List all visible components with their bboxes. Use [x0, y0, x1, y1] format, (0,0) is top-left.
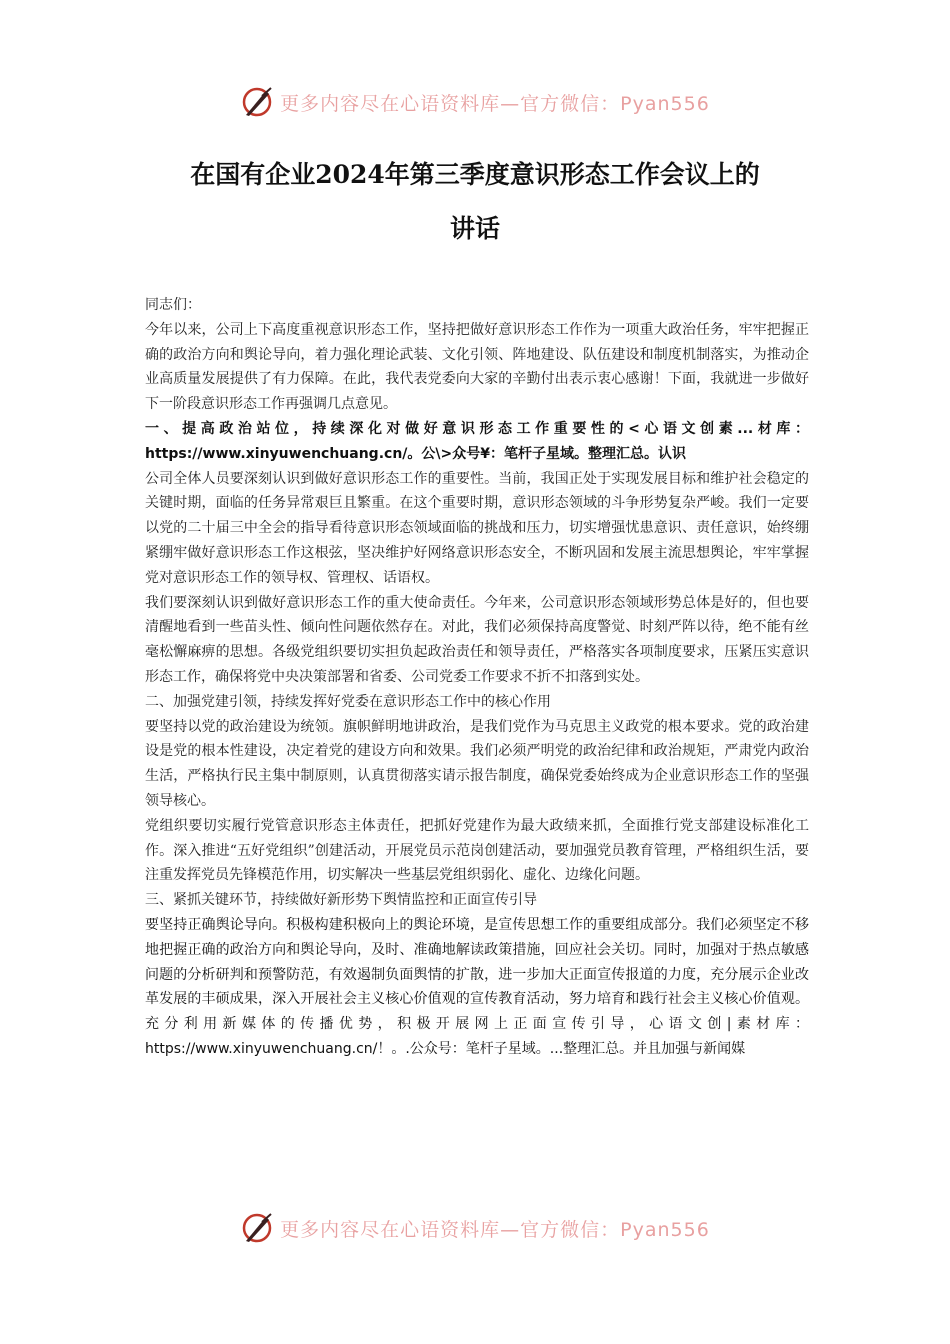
footer-banner	[0, 1208, 950, 1248]
body-paragraph: 党组织要切实履行党管意识形态主体责任，把抓好党建作为最大政绩来抓，全面推行党支部建设标准化工作。深入推进“五好党组织”创建活动，开展党员示范岗创建活动，要加强党员教育管理，严格组织生活，要注重发挥党员先锋模范作用，切实解决一些基层党组织弱化、虚化、边缘化问题。	[145, 817, 809, 884]
banner-text: 更多内容尽在心语资料库—官方微信：Pyan556	[280, 1218, 710, 1241]
banner-text: 更多内容尽在心语资料库—官方微信：Pyan556	[280, 92, 710, 115]
body-paragraph: 要坚持正确舆论导向。积极构建积极向上的舆论环境，是宣传思想工作的重要组成部分。我们必须坚定不移地把握正确的政治方向和舆论导向，及时、准确地解读政策措施，回应社会关切。同时，加强对于热点敏感问题的分析研判和预警防范，有效遏制负面舆情的扩散，进一步加大正面宣传报道的力度，充分展示企业改革发展的丰硕成果，深入开展社会主义核心价值观的宣传教育活动，努力培育和践行社会主义核心价值观。充分利用新媒体的传播优势，积极开展网上正面宣传引导，心语文创|素材库：https://www.xinyuwenchuang.cn/！。.公众号：笔杆子星域。...整理汇总。并且加强与新闻媒	[145, 916, 809, 1057]
body-paragraph: 公司全体人员要深刻认识到做好意识形态工作的重要性。当前，我国正处于实现发展目标和维护社会稳定的关键时期，面临的任务异常艰巨且繁重。在这个重要时期，意识形态领域的斗争形势复杂严峻。我们一定要以党的二十届三中全会的指导看待意识形态领域面临的挑战和压力，切实增强忧患意识、责任意识，始终绷紧绷牢做好意识形态工作这根弦，坚决维护好网络意识形态安全，不断巩固和发展主流思想舆论，牢牢掌握党对意识形态工作的领导权、管理权、话语权。	[145, 470, 809, 586]
body-paragraph: 要坚持以党的政治建设为统领。旗帜鲜明地讲政治，是我们党作为马克思主义政党的根本要求。党的政治建设是党的根本性建设，决定着党的建设方向和效果。我们必须严明党的政治纪律和政治规矩，严肃党内政治生活，严格执行民主集中制原则，认真贯彻落实请示报告制度，确保党委始终成为企业意识形态工作的坚强领导核心。	[145, 718, 809, 809]
quill-logo-icon	[240, 1211, 274, 1245]
quill-logo-icon	[240, 85, 274, 119]
salutation: 同志们：	[145, 297, 201, 313]
body-paragraph: 今年以来，公司上下高度重视意识形态工作，坚持把做好意识形态工作作为一项重大政治任务，牢牢把握正确的政治方向和舆论导向，着力强化理论武装、文化引领、阵地建设、队伍建设和制度机制落实，为推动企业高质量发展提供了有力保障。在此，我代表党委向大家的辛勤付出表示衷心感谢！下面，我就进一步做好下一阶段意识形态工作再强调几点意见。	[145, 321, 809, 413]
document-body	[145, 293, 809, 1062]
body-paragraph: 我们要深刻认识到做好意识形态工作的重大使命责任。今年来，公司意识形态领域形势总体是好的，但也要清醒地看到一些苗头性、倾向性问题依然存在。对此，我们必须保持高度警觉、时刻严阵以待，绝不能有丝毫松懈麻痹的思想。各级党组织要切实担负起政治责任和领导责任，严格落实各项制度要求，压紧压实意识形态工作，确保将党中央决策部署和省委、公司党委工作要求不折不扣落到实处。	[145, 594, 809, 685]
section-heading-1: 一、提高政治站位，持续深化对做好意识形态工作重要性的<心语文创素...材库：https://www.xinyuwenchuang.cn/。公\>众号¥：笔杆子星域。整理汇总。认识	[145, 420, 809, 462]
title-line-2: 讲话	[449, 214, 500, 243]
header-banner	[0, 82, 950, 122]
page-title	[120, 148, 830, 256]
section-heading-2: 二、加强党建引领，持续发挥好党委在意识形态工作中的核心作用	[145, 693, 551, 710]
section-heading-3: 三、紧抓关键环节，持续做好新形势下舆情监控和正面宣传引导	[145, 892, 537, 909]
title-line-1: 在国有企业2024年第三季度意识形态工作会议上的	[190, 160, 760, 189]
